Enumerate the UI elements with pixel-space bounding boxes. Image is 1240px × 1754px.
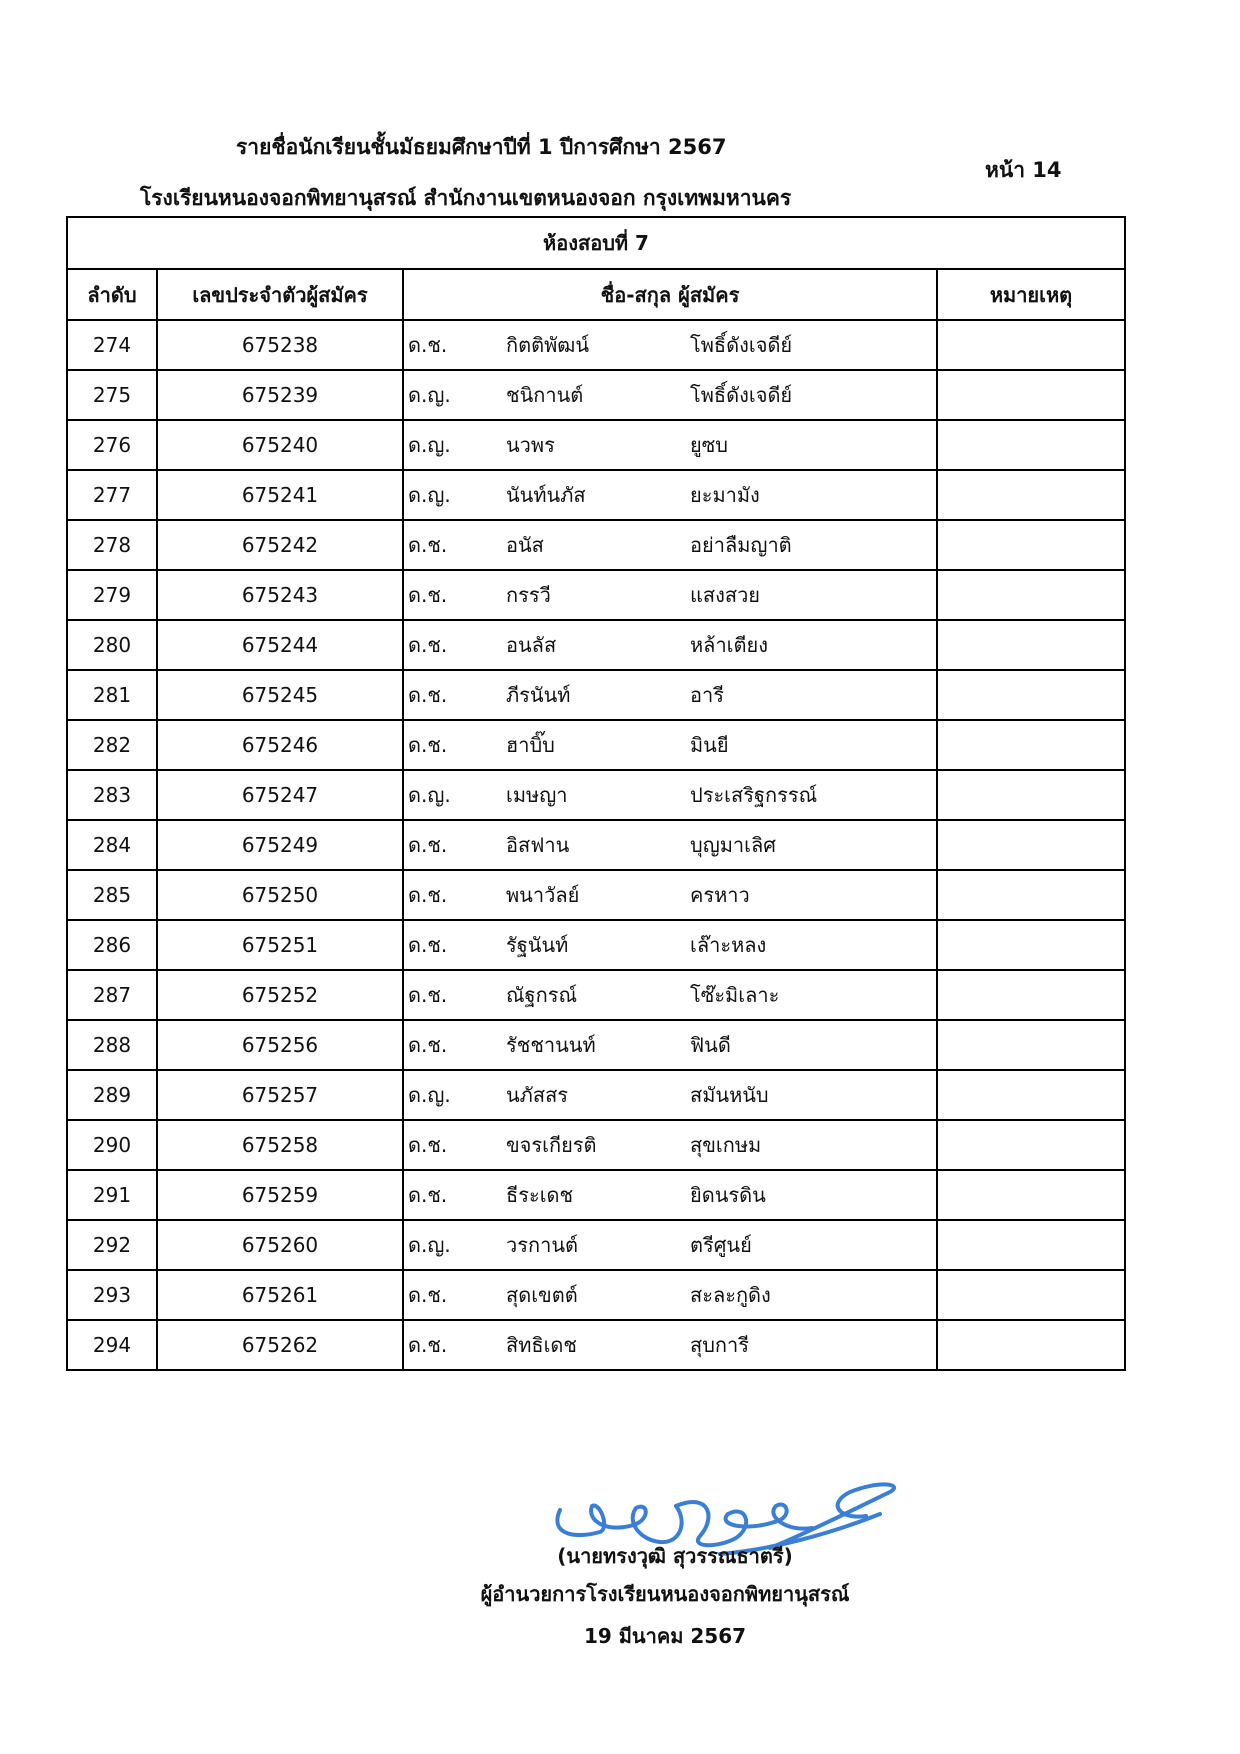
applicant-name	[404, 729, 936, 761]
applicant-name-cell	[403, 770, 937, 820]
name-prefix: ด.ญ.	[408, 383, 451, 407]
applicant-name	[404, 879, 936, 911]
applicant-name	[404, 1079, 936, 1111]
applicant-name-cell	[403, 1320, 937, 1370]
signer-name: (นายทรงวุฒิ สุวรรณธาตรี)	[557, 1544, 793, 1568]
name-prefix: ด.ช.	[408, 1183, 448, 1207]
first-name: เมษญา	[506, 783, 568, 807]
table-row	[67, 470, 1125, 520]
table-row	[67, 1120, 1125, 1170]
row-number: 289	[67, 1070, 157, 1120]
note-cell	[937, 970, 1125, 1020]
note-cell	[937, 1270, 1125, 1320]
first-name: นภัสสร	[506, 1083, 569, 1107]
applicant-name	[404, 1179, 936, 1211]
applicant-name	[404, 829, 936, 861]
table-row	[67, 570, 1125, 620]
table-row	[67, 820, 1125, 870]
name-prefix: ด.ช.	[408, 333, 448, 357]
note-cell	[937, 420, 1125, 470]
row-number: 283	[67, 770, 157, 820]
applicant-name	[404, 1329, 936, 1361]
row-number: 292	[67, 1220, 157, 1270]
exam-room-title: ห้องสอบที่ 7	[67, 217, 1125, 269]
first-name: กิตติพัฒน์	[506, 333, 590, 357]
name-prefix: ด.ช.	[408, 633, 448, 657]
applicant-name	[404, 429, 936, 461]
last-name: สุขเกษม	[690, 1133, 762, 1157]
applicant-name-cell	[403, 420, 937, 470]
first-name: ชนิกานต์	[506, 383, 584, 407]
signer-position: ผู้อำนวยการโรงเรียนหนองจอกพิทยานุสรณ์	[480, 1582, 850, 1606]
applicant-name	[404, 979, 936, 1011]
applicant-id: 675242	[157, 520, 403, 570]
applicant-name-cell	[403, 1020, 937, 1070]
applicant-name	[404, 779, 936, 811]
applicant-id: 675243	[157, 570, 403, 620]
name-prefix: ด.ช.	[408, 1283, 448, 1307]
first-name: อิสฟาน	[506, 833, 570, 857]
row-number: 293	[67, 1270, 157, 1320]
table-row	[67, 870, 1125, 920]
name-prefix: ด.ญ.	[408, 1083, 451, 1107]
applicant-name-cell	[403, 570, 937, 620]
name-prefix: ด.ช.	[408, 1133, 448, 1157]
first-name: สุดเขตต์	[506, 1283, 578, 1307]
last-name: ประเสริฐกรรณ์	[690, 783, 818, 807]
applicant-name	[404, 679, 936, 711]
note-cell	[937, 720, 1125, 770]
applicant-name-cell	[403, 720, 937, 770]
row-number: 282	[67, 720, 157, 770]
note-cell	[937, 520, 1125, 570]
applicant-name-cell	[403, 670, 937, 720]
table-row	[67, 720, 1125, 770]
row-number: 280	[67, 620, 157, 670]
first-name: สิทธิเดช	[506, 1333, 577, 1357]
col-header-applicant-id: เลขประจำตัวผู้สมัคร	[157, 269, 403, 320]
table-row	[67, 1220, 1125, 1270]
applicant-name	[404, 379, 936, 411]
row-number: 274	[67, 320, 157, 370]
applicant-name-cell	[403, 1070, 937, 1120]
name-prefix: ด.ช.	[408, 933, 448, 957]
table-row	[67, 1320, 1125, 1370]
first-name: วรกานต์	[506, 1233, 578, 1257]
note-cell	[937, 1170, 1125, 1220]
table-row	[67, 770, 1125, 820]
row-number: 278	[67, 520, 157, 570]
applicant-name	[404, 579, 936, 611]
note-cell	[937, 1320, 1125, 1370]
applicant-id: 675244	[157, 620, 403, 670]
first-name: ภีรนันท์	[506, 683, 571, 707]
col-header-no: ลำดับ	[67, 269, 157, 320]
first-name: อนัส	[506, 533, 544, 557]
row-number: 275	[67, 370, 157, 420]
student-list-table	[66, 216, 1126, 1371]
table-row	[67, 1020, 1125, 1070]
applicant-name-cell	[403, 970, 937, 1020]
last-name: โซ๊ะมิเลาะ	[690, 983, 780, 1007]
note-cell	[937, 820, 1125, 870]
first-name: พนาวัลย์	[506, 883, 580, 907]
applicant-id: 675239	[157, 370, 403, 420]
name-prefix: ด.ญ.	[408, 433, 451, 457]
name-prefix: ด.ญ.	[408, 1233, 451, 1257]
applicant-name	[404, 629, 936, 661]
applicant-id: 675249	[157, 820, 403, 870]
row-number: 285	[67, 870, 157, 920]
last-name: อารี	[690, 683, 724, 707]
row-number: 276	[67, 420, 157, 470]
name-prefix: ด.ญ.	[408, 783, 451, 807]
table-row	[67, 1070, 1125, 1120]
document-title: รายชื่อนักเรียนชั้นมัธยมศึกษาปีที่ 1 ปีการศึกษา 2567	[236, 135, 727, 159]
note-cell	[937, 770, 1125, 820]
name-prefix: ด.ช.	[408, 833, 448, 857]
applicant-name-cell	[403, 920, 937, 970]
name-prefix: ด.ช.	[408, 533, 448, 557]
note-cell	[937, 320, 1125, 370]
note-cell	[937, 1020, 1125, 1070]
applicant-id: 675256	[157, 1020, 403, 1070]
last-name: สุบการี	[690, 1333, 749, 1357]
last-name: บุญมาเลิศ	[690, 833, 776, 857]
row-number: 281	[67, 670, 157, 720]
last-name: สะละกูดิง	[690, 1283, 771, 1307]
last-name: เล๊าะหลง	[690, 933, 767, 957]
row-number: 290	[67, 1120, 157, 1170]
name-prefix: ด.ช.	[408, 1333, 448, 1357]
name-prefix: ด.ช.	[408, 583, 448, 607]
first-name: ณัฐกรณ์	[506, 983, 577, 1007]
school-name: โรงเรียนหนองจอกพิทยานุสรณ์ สำนักงานเขตหนองจอก กรุงเทพมหานคร	[140, 186, 792, 210]
last-name: ยะมามัง	[690, 483, 760, 507]
applicant-name	[404, 929, 936, 961]
applicant-name-cell	[403, 520, 937, 570]
applicant-id: 675260	[157, 1220, 403, 1270]
applicant-id: 675261	[157, 1270, 403, 1320]
table-body	[67, 320, 1125, 1370]
applicant-name-cell	[403, 1170, 937, 1220]
applicant-id: 675240	[157, 420, 403, 470]
note-cell	[937, 470, 1125, 520]
row-number: 279	[67, 570, 157, 620]
note-cell	[937, 870, 1125, 920]
name-prefix: ด.ช.	[408, 983, 448, 1007]
applicant-name-cell	[403, 870, 937, 920]
table-row	[67, 320, 1125, 370]
first-name: ขจรเกียรติ	[506, 1133, 597, 1157]
applicant-name	[404, 1279, 936, 1311]
note-cell	[937, 570, 1125, 620]
applicant-name-cell	[403, 1120, 937, 1170]
applicant-id: 675262	[157, 1320, 403, 1370]
last-name: สมันหนับ	[690, 1083, 769, 1107]
applicant-name-cell	[403, 470, 937, 520]
name-prefix: ด.ช.	[408, 733, 448, 757]
row-number: 288	[67, 1020, 157, 1070]
last-name: ฟินดี	[690, 1033, 731, 1057]
applicant-id: 675238	[157, 320, 403, 370]
name-prefix: ด.ช.	[408, 883, 448, 907]
note-cell	[937, 1070, 1125, 1120]
last-name: โพธิ์ดังเจดีย์	[690, 333, 793, 357]
note-cell	[937, 370, 1125, 420]
applicant-id: 675250	[157, 870, 403, 920]
table-row	[67, 920, 1125, 970]
applicant-name	[404, 529, 936, 561]
first-name: กรรวี	[506, 583, 551, 607]
applicant-name-cell	[403, 1270, 937, 1320]
first-name: รัฐนันท์	[506, 933, 569, 957]
row-number: 291	[67, 1170, 157, 1220]
applicant-name-cell	[403, 370, 937, 420]
last-name: โพธิ์ดังเจดีย์	[690, 383, 793, 407]
table-row	[67, 420, 1125, 470]
name-prefix: ด.ช.	[408, 1033, 448, 1057]
table-row	[67, 370, 1125, 420]
row-number: 277	[67, 470, 157, 520]
applicant-id: 675258	[157, 1120, 403, 1170]
applicant-id: 675241	[157, 470, 403, 520]
applicant-name	[404, 1029, 936, 1061]
last-name: หล้าเตียง	[690, 633, 768, 657]
applicant-name-cell	[403, 1220, 937, 1270]
applicant-name-cell	[403, 820, 937, 870]
note-cell	[937, 1220, 1125, 1270]
applicant-name	[404, 329, 936, 361]
row-number: 287	[67, 970, 157, 1020]
col-header-note: หมายเหตุ	[937, 269, 1125, 320]
table-row	[67, 970, 1125, 1020]
note-cell	[937, 670, 1125, 720]
last-name: มินยี	[690, 733, 729, 757]
note-cell	[937, 620, 1125, 670]
row-number: 284	[67, 820, 157, 870]
note-cell	[937, 920, 1125, 970]
first-name: รัชชานนท์	[506, 1033, 596, 1057]
note-cell	[937, 1120, 1125, 1170]
last-name: ตรีศูนย์	[690, 1233, 752, 1257]
applicant-name-cell	[403, 320, 937, 370]
applicant-name-cell	[403, 620, 937, 670]
table-row	[67, 670, 1125, 720]
last-name: ยิดนรดิน	[690, 1183, 766, 1207]
last-name: อย่าลืมญาติ	[690, 533, 792, 557]
applicant-name	[404, 1229, 936, 1261]
page-number: หน้า 14	[985, 158, 1062, 182]
col-header-name: ชื่อ-สกุล ผู้สมัคร	[403, 269, 937, 320]
document-date: 19 มีนาคม 2567	[583, 1624, 747, 1648]
first-name: ธีระเดช	[506, 1183, 574, 1207]
last-name: แสงสวย	[690, 583, 761, 607]
applicant-id: 675251	[157, 920, 403, 970]
first-name: นันท์นภัส	[506, 483, 586, 507]
table-row	[67, 1170, 1125, 1220]
name-prefix: ด.ญ.	[408, 483, 451, 507]
applicant-name	[404, 479, 936, 511]
table-row	[67, 1270, 1125, 1320]
applicant-id: 675246	[157, 720, 403, 770]
applicant-id: 675247	[157, 770, 403, 820]
applicant-id: 675245	[157, 670, 403, 720]
row-number: 286	[67, 920, 157, 970]
first-name: นวพร	[506, 433, 555, 457]
name-prefix: ด.ช.	[408, 683, 448, 707]
row-number: 294	[67, 1320, 157, 1370]
applicant-id: 675257	[157, 1070, 403, 1120]
last-name: ยูซบ	[690, 433, 728, 457]
table-row	[67, 520, 1125, 570]
first-name: ฮาบิ๊บ	[506, 733, 555, 757]
first-name: อนลัส	[506, 633, 557, 657]
applicant-id: 675252	[157, 970, 403, 1020]
applicant-id: 675259	[157, 1170, 403, 1220]
last-name: ครหาว	[690, 883, 750, 907]
table-row	[67, 620, 1125, 670]
applicant-name	[404, 1129, 936, 1161]
